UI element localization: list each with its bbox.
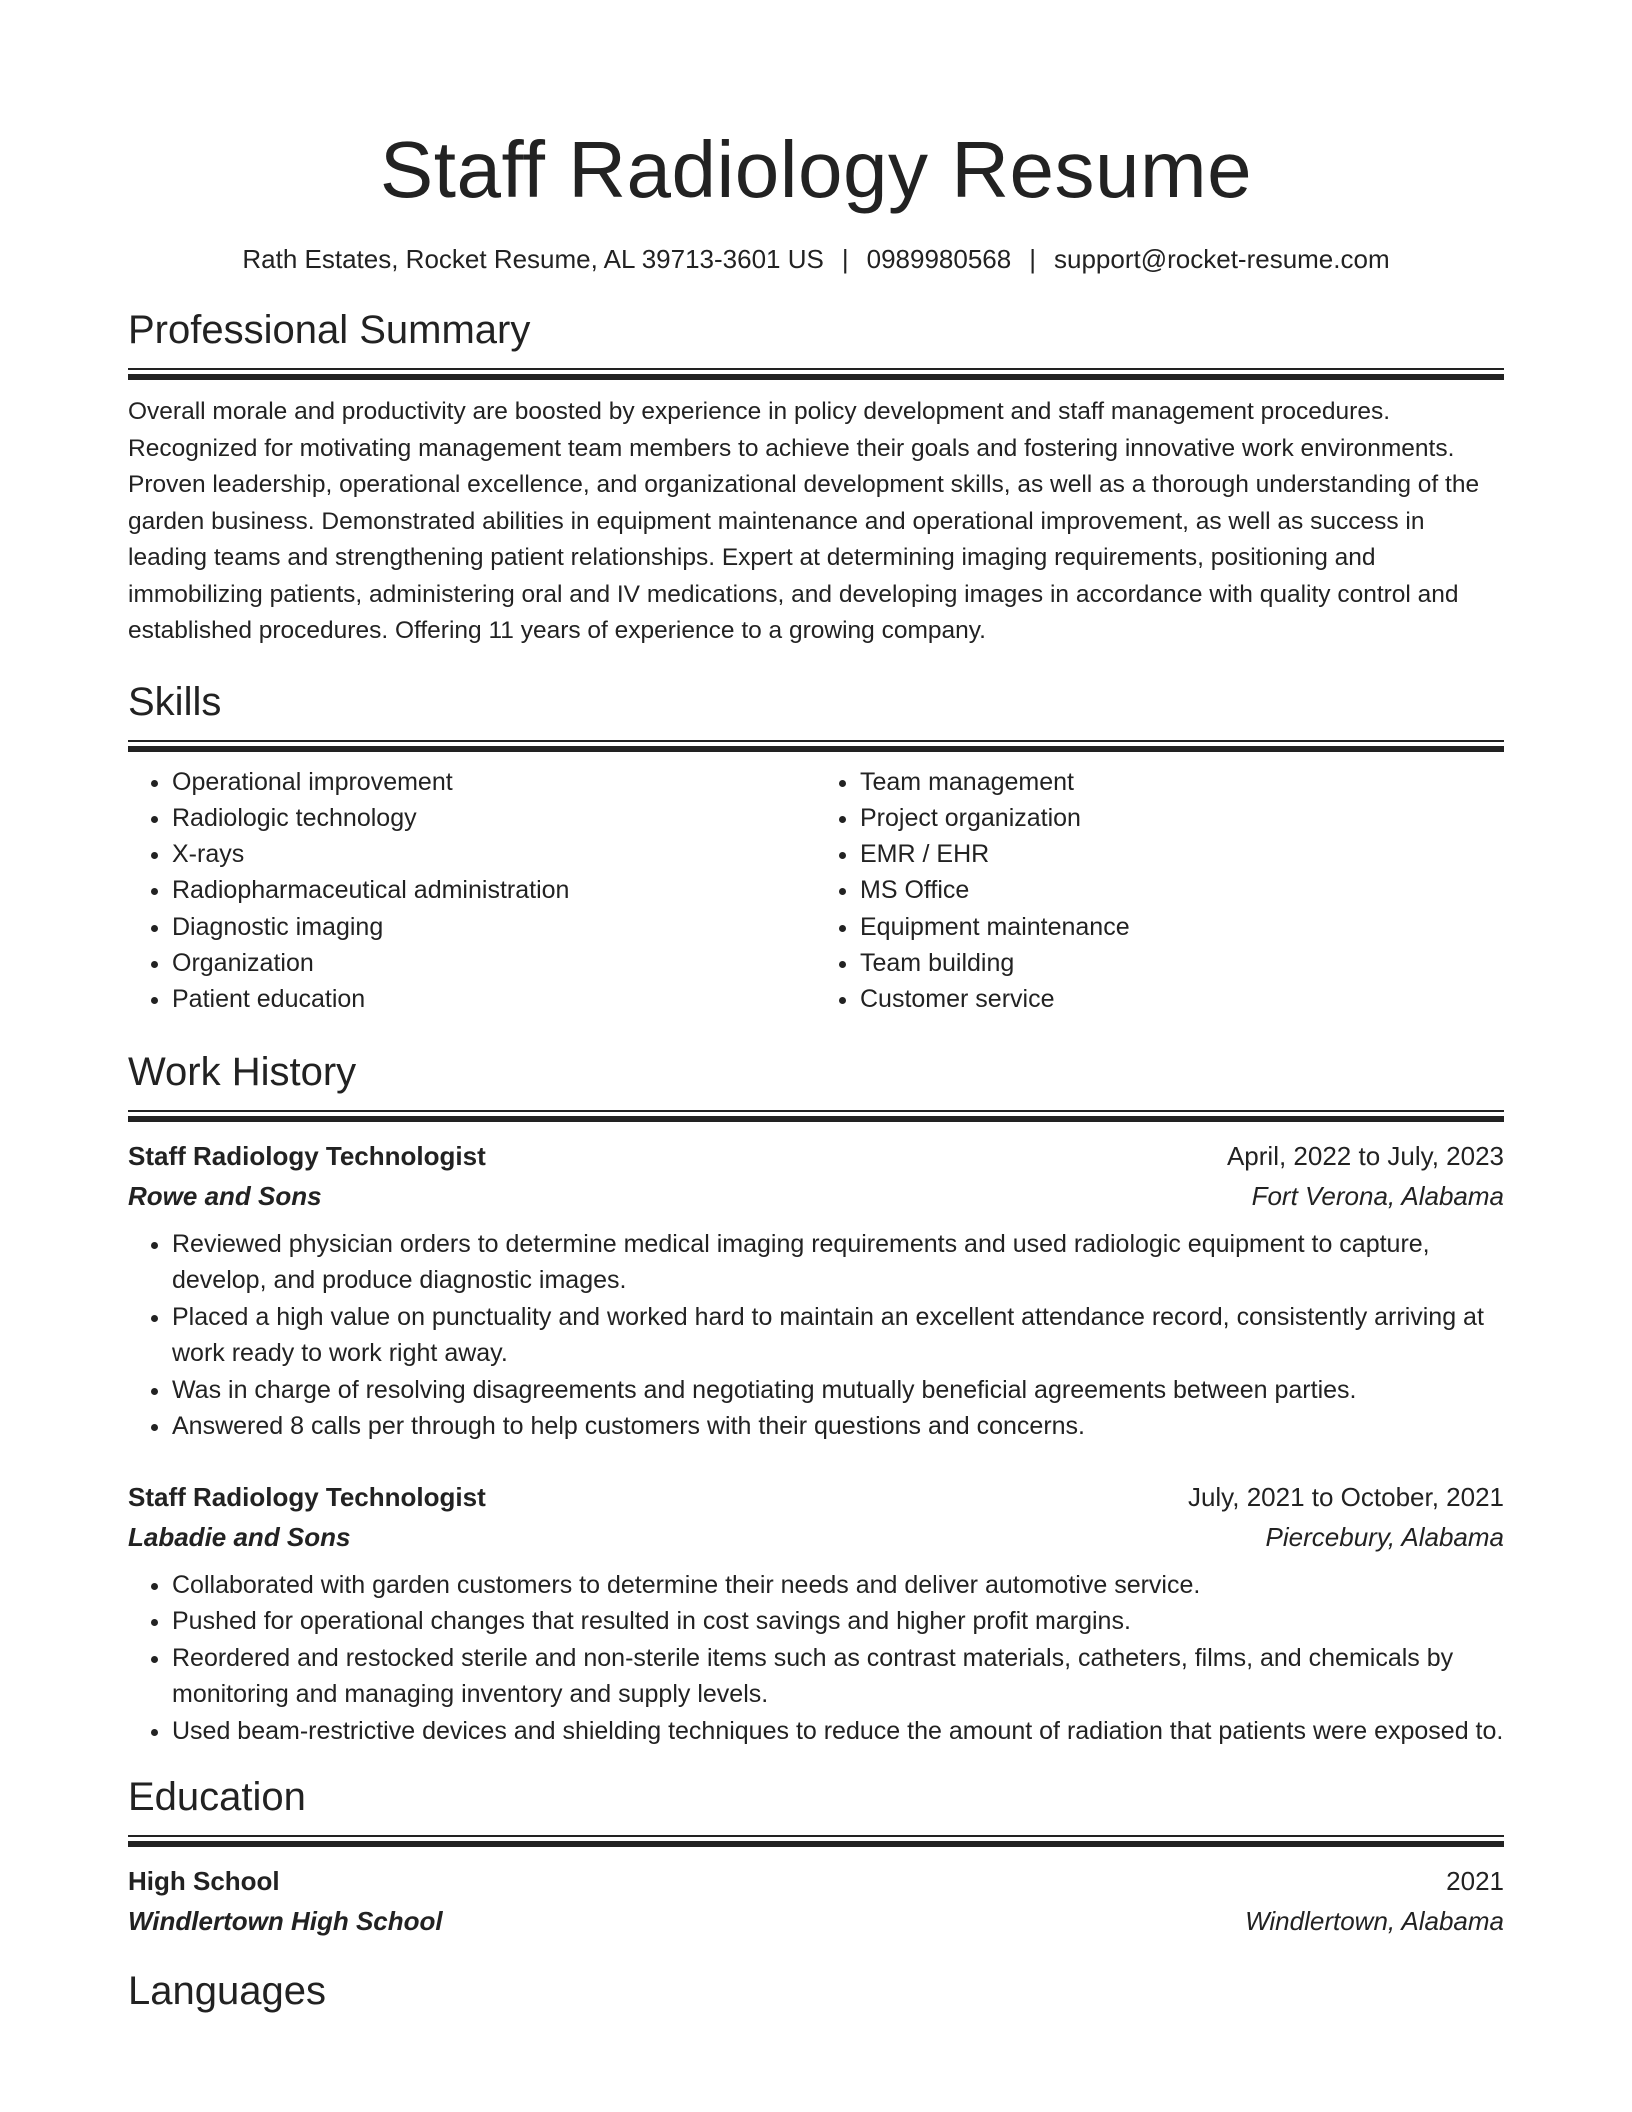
job-entry [128, 1136, 1504, 1445]
job-bullet: • Reordered and restocked sterile and non-sterile items such as contrast materials, catheters, films, and chemicals by monitoring and managing inventory and supply levels. [172, 1640, 1504, 1713]
contact-separator: | [1029, 244, 1036, 274]
job-bullet: • Reviewed physician orders to determine medical imaging requirements and used radiologic equipment to capture, develop, and produce diagnostic images. [172, 1226, 1504, 1299]
languages-heading: Languages [128, 1969, 326, 2014]
summary-text: Overall morale and productivity are boosted by experience in policy development and staff management procedures. Recognized for motivating management team members to achieve their goals and fostering innovative work environments. Proven leadership, operational excellence, and organizational development skills, as well as a thorough understanding of the garden business. Demonstrated abilities in equipment maintenance and operational improvement, as well as success in leading teams and strengthening patient relationships. Expert at determining imaging requirements, positioning and immobilizing patients, administering oral and IV medications, and developing images in accordance with quality control and established procedures. Offering 11 years of experience to a growing company. [128, 398, 1480, 644]
job-location: Fort Verona, Alabama [1251, 1180, 1504, 1211]
contact-line [128, 242, 1504, 276]
section-divider [128, 368, 1504, 380]
resume-title: Staff Radiology Resume [379, 125, 1253, 214]
education-year: 2021 [1446, 1866, 1504, 1897]
work-heading: Work History [128, 1049, 357, 1094]
contact-email: support@rocket-resume.com [1054, 244, 1390, 274]
contact-separator: | [841, 244, 849, 274]
skill-item: • Project organization [860, 800, 1504, 836]
job-title: Staff Radiology Technologist [128, 1140, 486, 1171]
skill-item: • X-rays [172, 836, 816, 872]
skills-left-list [128, 764, 816, 1018]
skill-item: • Radiopharmaceutical administration [172, 872, 816, 908]
summary-heading: Professional Summary [128, 308, 531, 352]
education-header [128, 1861, 1504, 1901]
skill-item: • Team building [860, 945, 1504, 981]
job-bullet: • Was in charge of resolving disagreements and negotiating mutually beneficial agreements between parties. [172, 1372, 1504, 1409]
skills-right-list [816, 764, 1504, 1018]
job-company: Rowe and Sons [128, 1180, 322, 1211]
job-bullet: • Answered 8 calls per through to help customers with their questions and concerns. [172, 1408, 1504, 1445]
skill-item: • Radiologic technology [172, 800, 816, 836]
job-header [128, 1136, 1504, 1176]
section-divider [128, 1110, 1504, 1122]
skills-section [128, 678, 1504, 1018]
education-section [128, 1773, 1504, 1941]
job-bullet: • Collaborated with garden customers to determine their needs and deliver automotive service. [172, 1567, 1504, 1604]
skills-columns [128, 764, 1504, 1018]
job-bullet: • Used beam-restrictive devices and shielding techniques to reduce the amount of radiation that patients were exposed to. [172, 1713, 1504, 1750]
job-entry [128, 1477, 1504, 1750]
job-location: Piercebury, Alabama [1265, 1521, 1504, 1552]
skill-item: • Patient education [172, 981, 816, 1017]
contact-phone: 0989980568 [866, 244, 1012, 274]
skill-item: • Customer service [860, 981, 1504, 1017]
section-divider [128, 1835, 1504, 1847]
job-subheader [128, 1517, 1504, 1557]
job-bullets [128, 1226, 1504, 1445]
education-entry [128, 1861, 1504, 1941]
skill-item: • MS Office [860, 872, 1504, 908]
job-company: Labadie and Sons [128, 1521, 351, 1552]
skill-item: • Equipment maintenance [860, 909, 1504, 945]
work-section [128, 1048, 1504, 1750]
job-bullet: • Pushed for operational changes that resulted in cost savings and higher profit margins. [172, 1603, 1504, 1640]
languages-section [128, 1967, 1504, 2015]
education-location: Windlertown, Alabama [1245, 1906, 1504, 1937]
job-dates: July, 2021 to October, 2021 [1187, 1481, 1504, 1512]
job-dates: April, 2022 to July, 2023 [1226, 1140, 1504, 1171]
education-degree: High School [128, 1866, 280, 1897]
skills-heading: Skills [128, 679, 222, 724]
section-divider [128, 740, 1504, 752]
education-school: Windlertown High School [128, 1906, 443, 1937]
contact-address: Rath Estates, Rocket Resume, AL 39713-3601 US [242, 244, 824, 274]
education-heading: Education [128, 1775, 306, 1820]
skill-item: • Organization [172, 945, 816, 981]
job-header [128, 1477, 1504, 1517]
skill-item: • Operational improvement [172, 764, 816, 800]
job-bullet: • Placed a high value on punctuality and worked hard to maintain an excellent attendance record, consistently arriving at work ready to work right away. [172, 1299, 1504, 1372]
education-subheader [128, 1901, 1504, 1941]
job-subheader [128, 1176, 1504, 1216]
skill-item: • Diagnostic imaging [172, 909, 816, 945]
skill-item: • EMR / EHR [860, 836, 1504, 872]
job-title: Staff Radiology Technologist [128, 1481, 486, 1512]
skill-item: • Team management [860, 764, 1504, 800]
summary-section [128, 306, 1504, 650]
job-bullets [128, 1567, 1504, 1750]
